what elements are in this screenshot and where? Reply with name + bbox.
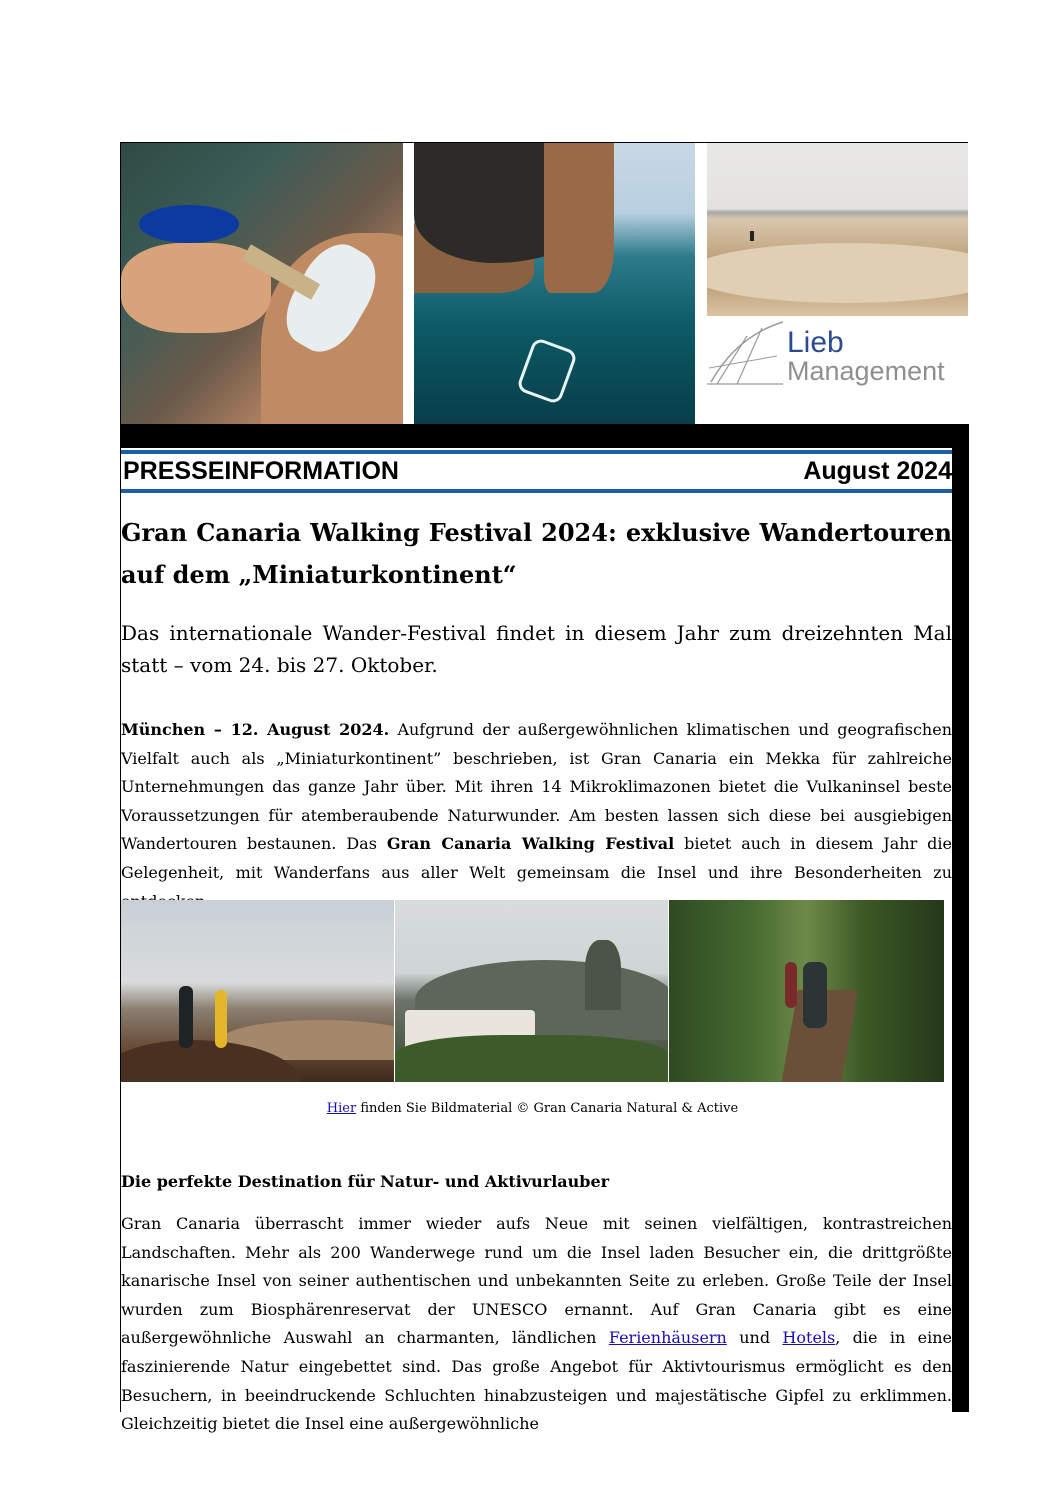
dateline: München – 12. August 2024. — [121, 720, 390, 739]
photo-shape — [395, 1035, 668, 1082]
image-material-link[interactable]: Hier — [326, 1101, 357, 1116]
photo-shape — [139, 205, 239, 243]
holiday-homes-link[interactable]: Ferienhäusern — [608, 1328, 727, 1348]
photo-shape — [179, 986, 193, 1048]
press-date: August 2024 — [803, 457, 952, 485]
photo-shape — [750, 231, 754, 241]
section-text-c: , die in eine faszinierende Natur eingebettet sind. Das große Angebot für Aktivtourismus ermöglicht es den Besuchern, in beeindruckende Schluchten hinabzusteigen und majestätische Gipfel zu erklimmen. Gleichzeitig bietet die Insel eine außergewöhnliche — [121, 1328, 952, 1434]
logo-text-lieb: Lieb — [787, 326, 844, 359]
section-paragraph — [121, 1210, 952, 1439]
press-label: PRESSEINFORMATION — [123, 457, 399, 485]
section-title: Die perfekte Destination für Natur- und Aktivurlauber — [121, 1172, 610, 1191]
logo-arc-icon — [707, 316, 787, 396]
spa-treatment-photo — [121, 143, 403, 424]
photo-shape — [215, 990, 227, 1048]
image-caption — [121, 1101, 944, 1116]
photo-shape — [585, 940, 621, 1010]
caption-text: finden Sie Bildmaterial © Gran Canaria Natural & Active — [356, 1101, 739, 1116]
press-info-bar — [121, 448, 952, 494]
photo-shape — [544, 143, 614, 293]
mountain-village-photo — [395, 900, 668, 1082]
subline: Das internationale Wander-Festival findet in diesem Jahr zum dreizehnten Mal statt – vom 24. bis 27. Oktober. — [121, 621, 952, 677]
photo-shape — [516, 337, 578, 405]
forest-trail-photo — [669, 900, 944, 1082]
dunes-photo — [707, 143, 968, 316]
sea-swimmer-photo — [414, 143, 695, 424]
hikers-summit-photo — [121, 900, 394, 1082]
intro-paragraph — [121, 716, 952, 916]
photo-shape — [785, 962, 797, 1008]
black-header-bar — [120, 424, 969, 448]
photo-shape — [803, 962, 827, 1028]
rule-top — [121, 450, 952, 454]
section-text-b: und — [726, 1328, 783, 1348]
lieb-management-logo — [707, 316, 968, 424]
rule-bottom — [121, 489, 952, 493]
photo-shape — [707, 243, 968, 303]
hotels-link[interactable]: Hotels — [782, 1328, 836, 1348]
headline: Gran Canaria Walking Festival 2024: exklusive Wandertouren auf dem „Miniaturkontinent“ — [121, 518, 952, 589]
section-text-a: Gran Canaria überrascht immer wieder aufs Neue mit seinen vielfältigen, kontrastreichen Landschaften. Mehr als 200 Wanderwege rund um die Insel laden Besucher ein, die drittgrößte kanarische Insel von seiner authentischen und unbekannten Seite zu erleben. Große Teile der Insel wurden zum Biosphärenreservat der UNESCO ernannt. Auf Gran Canaria gibt es eine außergewöhnliche Auswahl an charmanten, ländlichen — [121, 1214, 952, 1348]
festival-name: Gran Canaria Walking Festival — [386, 834, 675, 854]
logo-text-management: Management — [787, 356, 945, 386]
frame-right-bar — [952, 425, 969, 1412]
intro-text-b: bietet auch in diesem Jahr die Gelegenheit, mit Wanderfans aus aller Welt gemeinsam die Insel und ihre Besonderheiten zu — [121, 834, 952, 882]
intro-text-a: Aufgrund der außergewöhnlichen klimatischen und geografischen Vielfalt auch als „Miniaturkontinent” beschrieben, ist Gran Canaria ein Mekka für zahlreiche Unternehmungen das ganze Jahr über. Mit ihren 14 Mikroklimazonen bietet die Vulkaninsel beste Voraussetzungen für atemberaubende Naturwunder. Am besten lassen sich diese bei ausgiebigen Wandertouren bestaunen. Das — [121, 720, 953, 854]
